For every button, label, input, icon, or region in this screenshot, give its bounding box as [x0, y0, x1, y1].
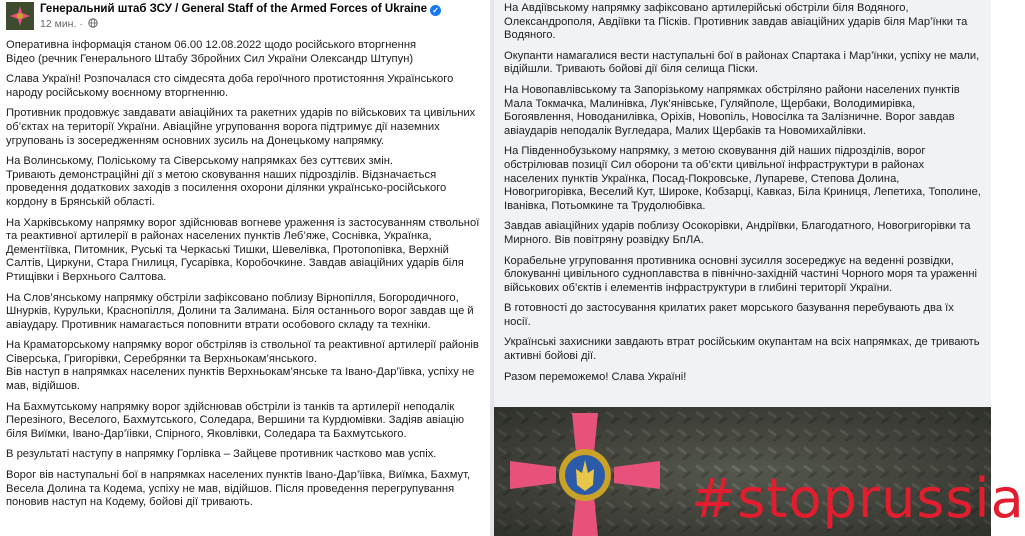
post-time-link[interactable]: 12 мин.	[40, 18, 77, 30]
post-paragraph: Окупанти намагалися вести наступальні бої в районах Спартака і Мар’їнки, успіху не мали, відійшли. Тривають бойові дії біля селища Піски.	[504, 49, 980, 76]
armed-forces-cross-emblem	[510, 413, 660, 536]
post-paragraph: Слава Україні! Розпочалася сто сімдесята доба героїчного протистояння Українського народу російському воєнному вторгненню.	[6, 73, 454, 99]
post-meta	[40, 18, 98, 30]
post-left-column	[0, 0, 490, 536]
post-paragraph: На Харківському напрямку ворог здійснював вогневе ураження із застосуванням ствольної та реактивної артилерії в районах населених пунктів Леб’яже, Соснівка, Українка, Дементіївка, Питомник, Руські та Черкаські Тишки, Шевелівка, Протопопівка, Верхній Салтів, Циркуни, Стара Гнилиця, Гусарівка, Коробочкине. Завдав авіаційних ударів біля Ртищівки і Верхнього Салтова.	[6, 216, 480, 283]
post-paragraph: Завдав авіаційних ударів поблизу Осокорівки, Андріївки, Благодатного, Новогригорівки та Мирного. Вів повітряну розвідку БпЛА.	[504, 220, 971, 246]
post-paragraph: В готовності до застосування крилатих ракет морського базування перебувають два їх носії.	[504, 302, 954, 328]
post-header	[0, 0, 490, 36]
post-paragraph: На Новопавлівському та Запорізькому напрямках обстріляно райони населених пунктів Мала Токмачка, Малинівка, Лук’янівське, Гуляйполе, Щербаки, Володимирівка, Богоявлення, Новоданилівка, Оріхів, Новопіль, Новосілка та Залізничне. Ворог завдав авіаударів неподалік Вугледара, Малих Щербаків та Новомихайлівки.	[504, 83, 960, 137]
post-text-left	[0, 36, 490, 510]
post-paragraph: Українські захисники завдають втрат російським окупантам на всіх напрямках, де тривають активні бойові дії.	[504, 336, 980, 363]
globe-icon[interactable]	[88, 18, 98, 28]
stoprussia-banner-image[interactable]	[494, 407, 1025, 536]
post-text-right	[494, 0, 991, 384]
stoprussia-hashtag: #stoprussia	[691, 467, 1025, 530]
post-paragraph: Разом переможемо! Слава Україні!	[504, 370, 687, 383]
page-name-text[interactable]: Генеральний штаб ЗСУ / General Staff of the Armed Forces of Ukraine	[40, 3, 428, 15]
page-avatar[interactable]	[6, 2, 34, 30]
post-paragraph: На Краматорському напрямку ворог обстріляв із ствольної та реактивної артилерії районів Сіверська, Григорівки, Серебрянки та Верхньокам’янського. Вів наступ в напрямках населених пунктів Верхньокам’янське та Івано-Дар’їівка, успіху не мав, відійшов.	[6, 339, 479, 393]
post-right-column	[494, 0, 1025, 536]
post-paragraph: На Південнобузькому напрямку, з метою сковування дій наших підрозділів, ворог обстрілював позиції Сил оборони та об’єкти цивільної інфраструктури в районах населених пунктів Українка, Посад-Покровське, Лупареве, Степова Долина, Новогригорівка, Веселий Кут, Широке, Кобзарці, Кавказ, Біла Криниця, Лепетиха, Тополине, Іванівка, Потьомкине та Трудолюбівка.	[504, 145, 981, 212]
post-paragraph: Противник продовжує завдавати авіаційних та ракетних ударів по військових та цивільних об’єктах на території України. Авіаційне угруповання ворога підтримує дії наземних угруповань із зосередженням основних зусиль на Донецькому напрямку.	[6, 107, 476, 147]
post-paragraph: В результаті наступу в напрямку Горлівка – Зайцеве противник частково мав успіх.	[6, 448, 437, 461]
post-paragraph: Ворог вів наступальні бої в напрямках населених пунктів Івано-Дар’їівка, Виїмка, Бахмут, Весела Долина та Кодема, успіху не мав, відійшов. Після проведення перегрупування поновив наступ на Кодему, бойові дії тривають.	[6, 469, 471, 509]
meta-separator: ·	[79, 18, 83, 30]
post-paragraph: На Бахмутському напрямку ворог здійснював обстріли із танків та артилерії неподалік Перезіного, Веселого, Бахмутського, Соледара, Вершини та Курдюмівки. Задіяв авіацію біля Виїмки, Івано-Дар’їівки, Спірного, Яковлівки, Соледара та Бахмутського.	[6, 400, 464, 440]
post-paragraph: На Авдіївському напрямку зафіксовано артилерійські обстріли біля Водяного, Олександрополя, Авдіївки та Пісків. Противник завдав авіаційних ударів біля Мар’їнки та Водяного.	[504, 2, 968, 42]
post-paragraph: На Волинському, Поліському та Сіверському напрямках без суттєвих змін. Тривають демонстраційні дії з метою сковування наших підрозділів. Відзначається проведення додаткових заходів з посилення охорони ділянки українсько-російського кордону в Брянській області.	[6, 155, 447, 208]
page-name-link[interactable]	[40, 3, 441, 16]
post-paragraph: На Слов’янському напрямку обстріли зафіксовано поблизу Вірнопілля, Богородичного, Шнурків, Курульки, Краснопілля, Долини та Залимана. Біля останнього ворог завдав ще й авіаудару. Противник намагається поповнити втрати особового складу та техніки.	[6, 291, 474, 331]
post-paragraph: Оперативна інформація станом 06.00 12.08.2022 щодо російського вторгнення Відео (речник Генерального Штабу Збройних Сил України Олександр Штупун)	[6, 39, 417, 65]
post-paragraph: Корабельне угруповання противника основні зусилля зосереджує на веденні розвідки, блокуванні цивільного судноплавства в північно-західній частині Чорного моря та ураженні військових об’єктів і елементів інфраструктури в глибині території України.	[504, 254, 977, 294]
verified-badge-icon: ✓	[430, 5, 441, 16]
